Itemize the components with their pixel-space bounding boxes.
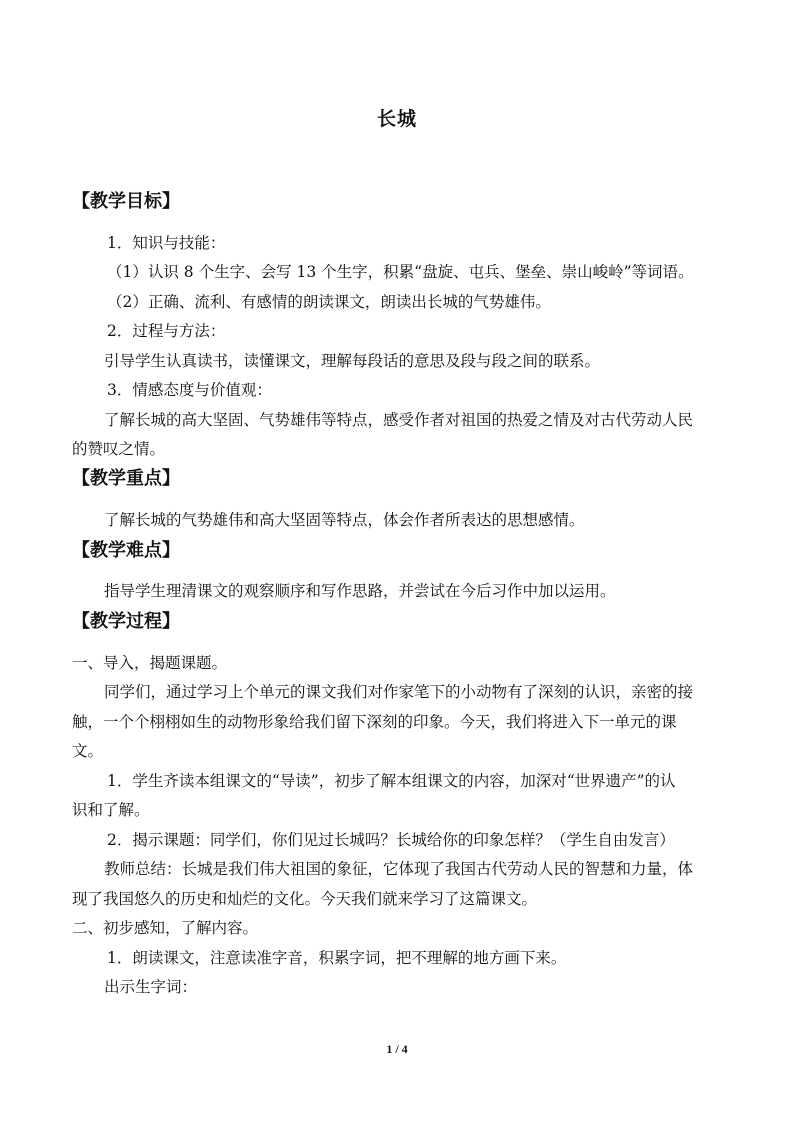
paragraph-line: 识和了解。 <box>72 801 150 819</box>
paragraph-line: 2．揭示课题：同学们，你们见过长城吗？长城给你的印象怎样？（学生自由发言） <box>107 831 675 849</box>
paragraph-line: 引导学生认真读书，读懂课文，理解每段话的意思及段与段之间的联系。 <box>104 352 601 370</box>
section-heading-objectives: 【教学目标】 <box>72 191 180 212</box>
paragraph-line: 1．知识与技能： <box>107 234 226 252</box>
paragraph-line: 出示生字词： <box>104 978 198 996</box>
page-title: 长城 <box>376 108 417 130</box>
paragraph-line: （1）认识 8 个生字、会写 13 个生字，积累“盘旋、屯兵、堡垒、崇山峻岭”等词语。 <box>107 263 694 281</box>
paragraph-line: 3．情感态度与价值观： <box>107 381 272 399</box>
section-heading-key-points: 【教学重点】 <box>72 468 180 489</box>
paragraph-line: 1．学生齐读本组课文的“导读”，初步了解本组课文的内容，加深对“世界遗产”的认 <box>107 772 676 790</box>
paragraph-line: 指导学生理清课文的观察顺序和写作思路，并尝试在今后习作中加以运用。 <box>104 582 616 600</box>
paragraph-line: 教师总结：长城是我们伟大祖国的象征，它体现了我国古代劳动人民的智慧和力量，体 <box>104 860 694 878</box>
paragraph-line: 2．过程与方法： <box>107 322 226 340</box>
paragraph-line: 的赞叹之情。 <box>72 440 166 458</box>
paragraph-line: 触，一个个栩栩如生的动物形象给我们留下深刻的印象。今天，我们将进入下一单元的课 <box>72 713 677 731</box>
paragraph-line: 1．朗读课文，注意读准字音，积累字词，把不理解的地方画下来。 <box>107 949 567 967</box>
paragraph-line: 了解长城的高大坚固、气势雄伟等特点，感受作者对祖国的热爱之情及对古代劳动人民 <box>104 411 694 429</box>
paragraph-line: 同学们，通过学习上个单元的课文我们对作家笔下的小动物有了深刻的认识，亲密的接 <box>104 683 694 701</box>
section-heading-difficulties: 【教学难点】 <box>72 540 180 561</box>
paragraph-line: 文。 <box>72 742 104 760</box>
paragraph-line: 现了我国悠久的历史和灿烂的文化。今天我们就来学习了这篇课文。 <box>72 890 538 908</box>
paragraph-line: 二、初步感知，了解内容。 <box>72 919 259 937</box>
section-heading-process: 【教学过程】 <box>72 611 180 632</box>
paragraph-line: （2）正确、流利、有感情的朗读课文，朗读出长城的气势雄伟。 <box>107 293 551 311</box>
paragraph-line: 了解长城的气势雄伟和高大坚固等特点，体会作者所表达的思想感情。 <box>104 511 585 529</box>
paragraph-line: 一、导入，揭题课题。 <box>72 654 228 672</box>
page-number: 1 / 4 <box>386 1042 408 1056</box>
